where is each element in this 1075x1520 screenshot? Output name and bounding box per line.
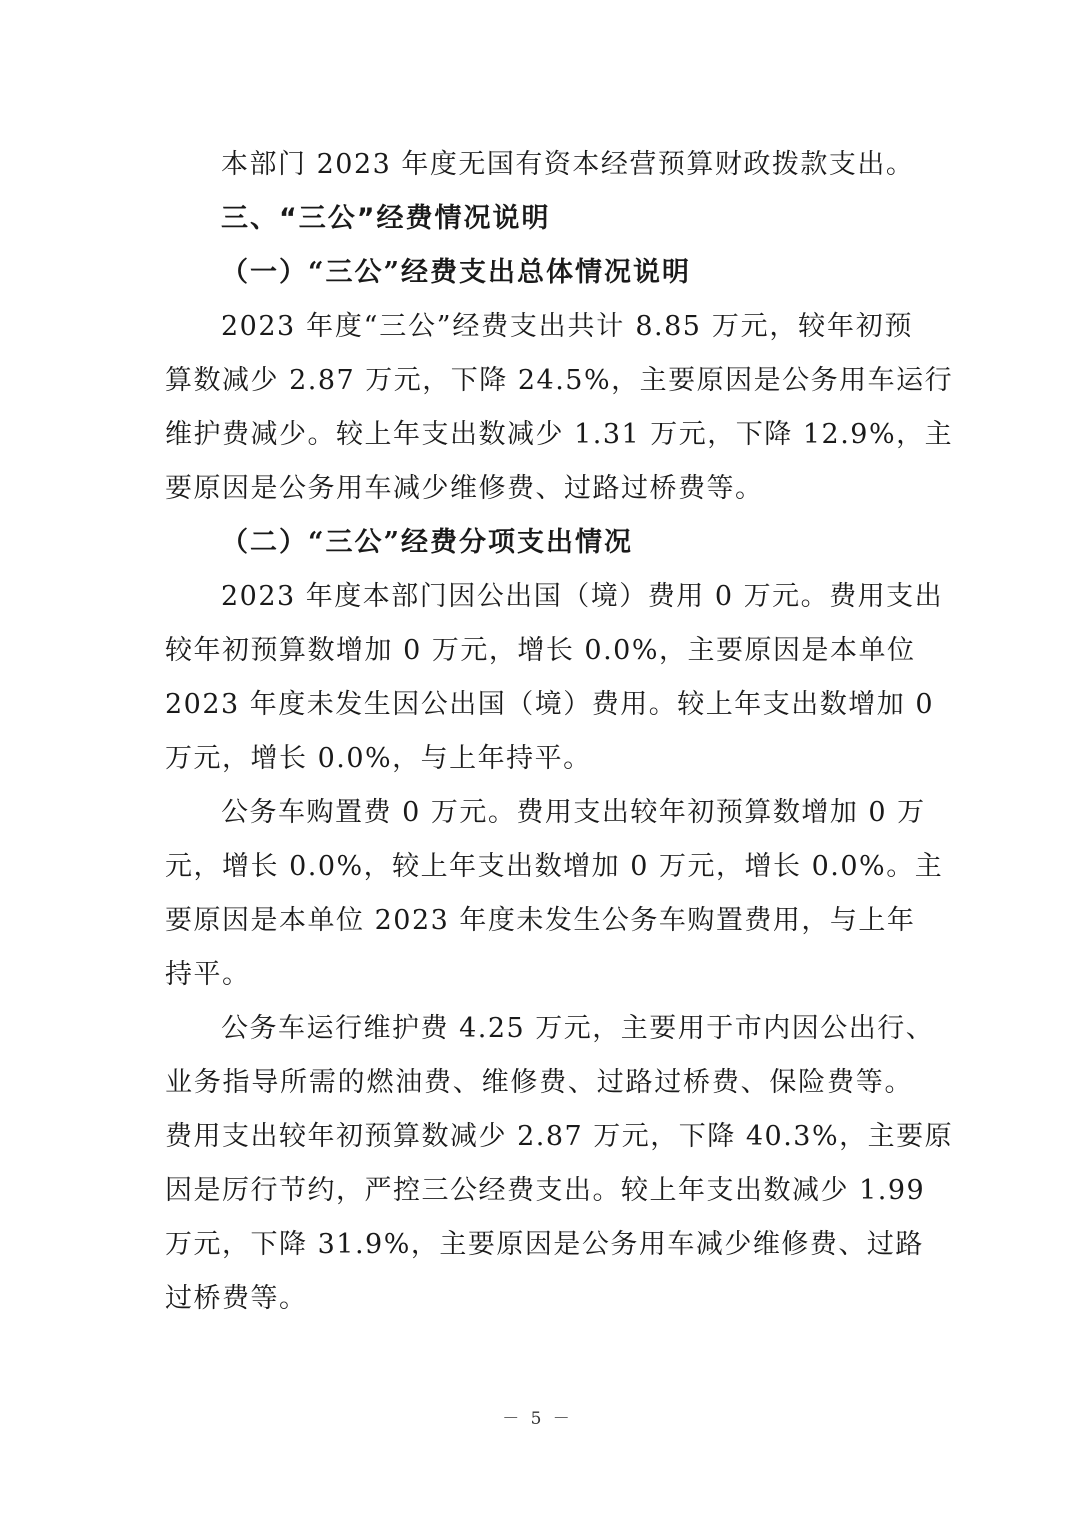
text-line: 过桥费等。 <box>165 1283 308 1314</box>
text-line: 较年初预算数增加 0 万元，增长 0.0%，主要原因是本单位 <box>165 635 916 666</box>
section-heading: 三、“三公”经费情况说明 <box>221 203 551 234</box>
paragraph-vehicle-operation <box>165 1002 954 1326</box>
text-line: 公务车运行维护费 4.25 万元，主要用于市内因公出行、 <box>221 1013 935 1044</box>
paragraph-overseas-travel <box>165 570 944 786</box>
text-line: 本部门 2023 年度无国有资本经营预算财政拨款支出。 <box>221 149 915 180</box>
text-line: 业务指导所需的燃油费、维修费、过路过桥费、保险费等。 <box>165 1067 913 1098</box>
text-line: 2023 年度本部门因公出国（境）费用 0 万元。费用支出 <box>221 581 944 612</box>
text-line: 元，增长 0.0%，较上年支出数增加 0 万元，增长 0.0%。主 <box>165 851 944 882</box>
text-line: 公务车购置费 0 万元。费用支出较年初预算数增加 0 万 <box>221 797 926 828</box>
text-line: 因是厉行节约，严控三公经费支出。较上年支出数减少 1.99 <box>165 1175 926 1206</box>
text-line: 维护费减少。较上年支出数减少 1.31 万元，下降 12.9%，主 <box>165 419 954 450</box>
text-line: 费用支出较年初预算数减少 2.87 万元，下降 40.3%，主要原 <box>165 1121 954 1152</box>
page-number: － 5 － <box>502 1409 573 1429</box>
subheading-itemized-expenditure <box>165 516 913 570</box>
text-line: 2023 年度“三公”经费支出共计 8.85 万元，较年初预 <box>221 311 913 342</box>
text-line: 万元，下降 31.9%，主要原因是公务用车减少维修费、过路 <box>165 1229 924 1260</box>
subheading-overall-expenditure <box>165 246 913 300</box>
text-line: 算数减少 2.87 万元，下降 24.5%，主要原因是公务用车运行 <box>165 365 954 396</box>
text-line: 万元，增长 0.0%，与上年持平。 <box>165 743 592 774</box>
paragraph-no-state-capital-budget <box>165 138 913 192</box>
section-heading-three-public <box>165 192 913 246</box>
subsection-heading: （一）“三公”经费支出总体情况说明 <box>221 257 692 288</box>
subsection-heading: （二）“三公”经费分项支出情况 <box>221 527 634 558</box>
document-body <box>165 138 954 1326</box>
paragraph-overall-expenditure <box>165 300 954 516</box>
text-line: 要原因是公务用车减少维修费、过路过桥费等。 <box>165 473 764 504</box>
text-line: 要原因是本单位 2023 年度未发生公务车购置费用，与上年 <box>165 905 916 936</box>
text-line: 2023 年度未发生因公出国（境）费用。较上年支出数增加 0 <box>165 689 935 720</box>
paragraph-vehicle-purchase <box>165 786 944 1002</box>
text-line: 持平。 <box>165 959 251 990</box>
